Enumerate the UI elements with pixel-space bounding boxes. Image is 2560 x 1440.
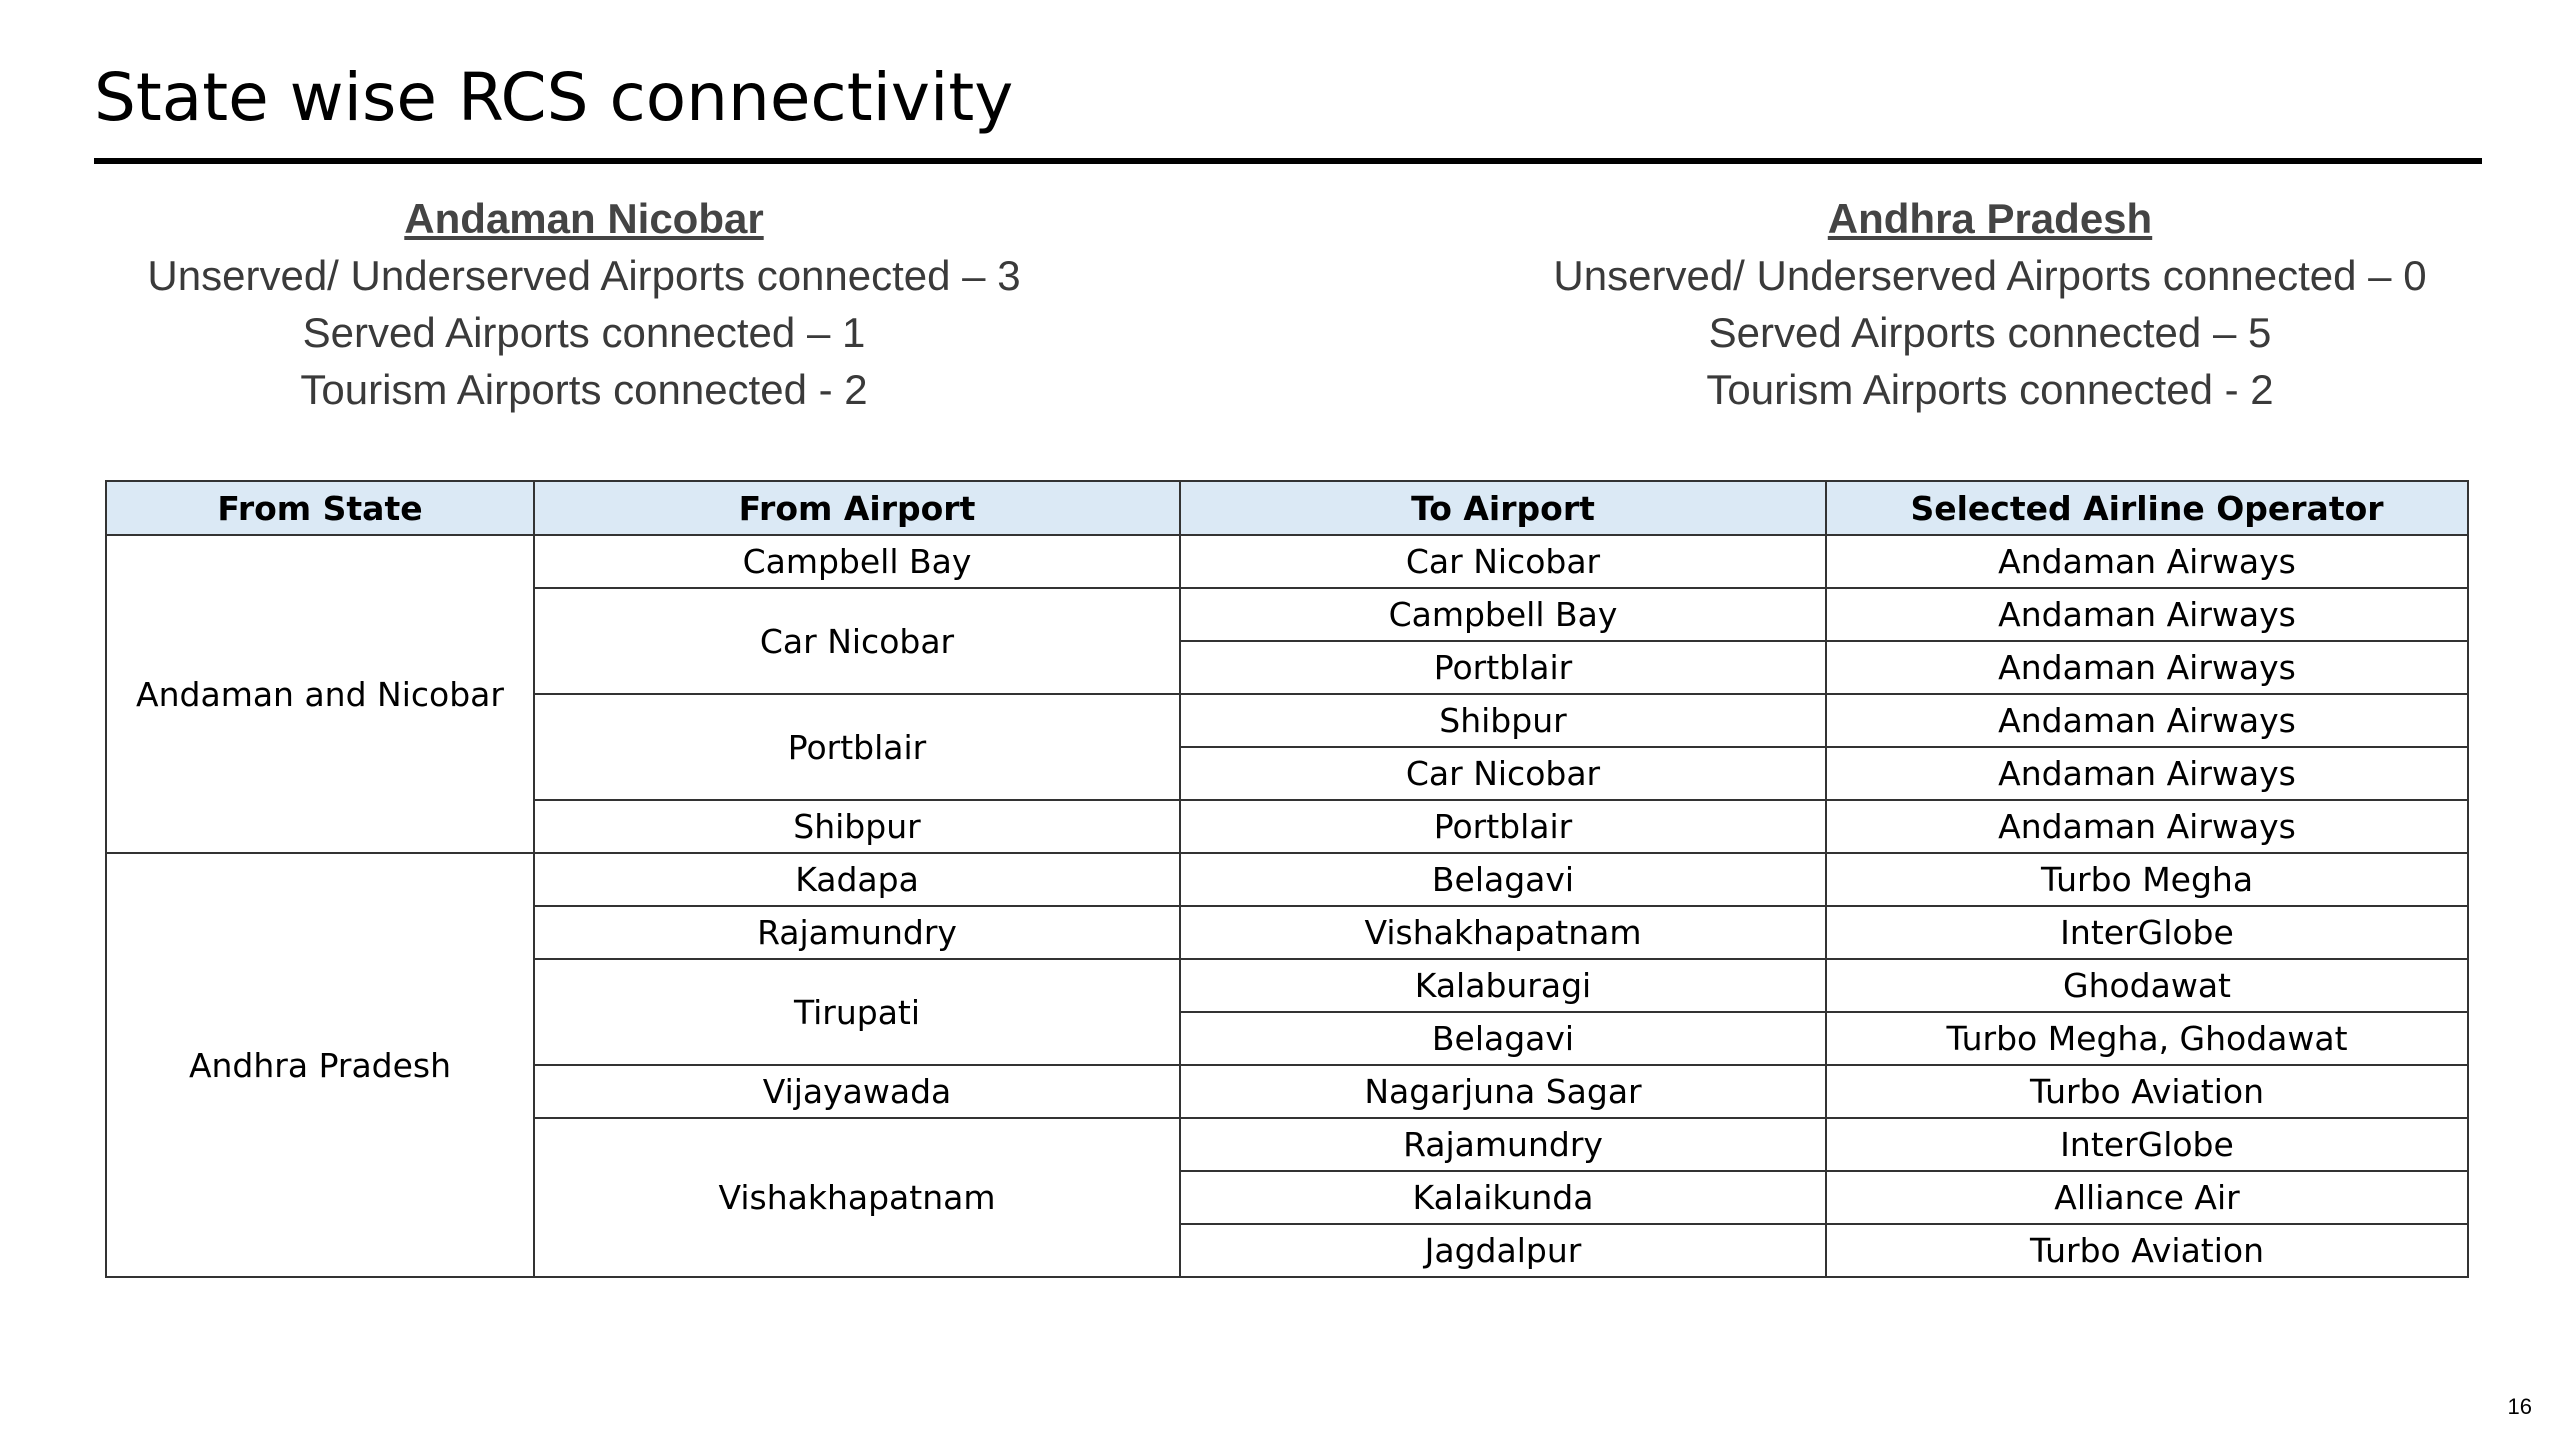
summary-unserved: Unserved/ Underserved Airports connected – 0 bbox=[1553, 252, 2427, 299]
header-airline-operator: Selected Airline Operator bbox=[1826, 481, 2468, 535]
summary-unserved: Unserved/ Underserved Airports connected – 3 bbox=[147, 252, 1021, 299]
table-row bbox=[106, 853, 2468, 906]
from-airport-cell: Portblair bbox=[534, 694, 1180, 800]
operator-cell: Ghodawat bbox=[1826, 959, 2468, 1012]
summary-served: Served Airports connected – 5 bbox=[1708, 309, 2272, 356]
to-airport-cell: Portblair bbox=[1180, 641, 1826, 694]
page-number: 16 bbox=[2507, 1394, 2532, 1419]
operator-cell: Andaman Airways bbox=[1826, 694, 2468, 747]
operator-cell: Turbo Megha, Ghodawat bbox=[1826, 1012, 2468, 1065]
to-airport-cell: Car Nicobar bbox=[1180, 747, 1826, 800]
summary-heading: Andaman Nicobar bbox=[404, 195, 764, 242]
to-airport-cell: Portblair bbox=[1180, 800, 1826, 853]
operator-cell: Andaman Airways bbox=[1826, 641, 2468, 694]
operator-cell: Turbo Aviation bbox=[1826, 1224, 2468, 1277]
from-airport-cell: Vijayawada bbox=[534, 1065, 1180, 1118]
operator-cell: Turbo Aviation bbox=[1826, 1065, 2468, 1118]
table-row bbox=[106, 535, 2468, 588]
to-airport-cell: Belagavi bbox=[1180, 853, 1826, 906]
header-from-airport: From Airport bbox=[534, 481, 1180, 535]
to-airport-cell: Nagarjuna Sagar bbox=[1180, 1065, 1826, 1118]
summary-served: Served Airports connected – 1 bbox=[302, 309, 866, 356]
to-airport-cell: Campbell Bay bbox=[1180, 588, 1826, 641]
to-airport-cell: Shibpur bbox=[1180, 694, 1826, 747]
from-airport-cell: Tirupati bbox=[534, 959, 1180, 1065]
to-airport-cell: Jagdalpur bbox=[1180, 1224, 1826, 1277]
summary-tourism: Tourism Airports connected - 2 bbox=[300, 366, 868, 413]
operator-cell: InterGlobe bbox=[1826, 1118, 2468, 1171]
from-state-cell: Andaman and Nicobar bbox=[106, 535, 534, 853]
from-airport-cell: Campbell Bay bbox=[534, 535, 1180, 588]
summary-tourism: Tourism Airports connected - 2 bbox=[1706, 366, 2274, 413]
operator-cell: InterGlobe bbox=[1826, 906, 2468, 959]
rcs-connectivity-table bbox=[105, 480, 2469, 1278]
operator-cell: Andaman Airways bbox=[1826, 588, 2468, 641]
to-airport-cell: Vishakhapatnam bbox=[1180, 906, 1826, 959]
from-airport-cell: Kadapa bbox=[534, 853, 1180, 906]
operator-cell: Andaman Airways bbox=[1826, 800, 2468, 853]
to-airport-cell: Kalaikunda bbox=[1180, 1171, 1826, 1224]
operator-cell: Andaman Airways bbox=[1826, 747, 2468, 800]
operator-cell: Turbo Megha bbox=[1826, 853, 2468, 906]
title-divider bbox=[94, 158, 2482, 164]
to-airport-cell: Rajamundry bbox=[1180, 1118, 1826, 1171]
from-airport-cell: Vishakhapatnam bbox=[534, 1118, 1180, 1277]
operator-cell: Andaman Airways bbox=[1826, 535, 2468, 588]
to-airport-cell: Belagavi bbox=[1180, 1012, 1826, 1065]
from-airport-cell: Car Nicobar bbox=[534, 588, 1180, 694]
header-to-airport: To Airport bbox=[1180, 481, 1826, 535]
from-airport-cell: Rajamundry bbox=[534, 906, 1180, 959]
slide-title: State wise RCS connectivity bbox=[94, 59, 1014, 136]
operator-cell: Alliance Air bbox=[1826, 1171, 2468, 1224]
to-airport-cell: Car Nicobar bbox=[1180, 535, 1826, 588]
summary-heading: Andhra Pradesh bbox=[1827, 195, 2153, 242]
from-airport-cell: Shibpur bbox=[534, 800, 1180, 853]
header-from-state: From State bbox=[106, 481, 534, 535]
summary-andaman-nicobar bbox=[84, 190, 1084, 418]
summary-andhra-pradesh bbox=[1490, 190, 2490, 418]
table-header-row bbox=[106, 481, 2468, 535]
to-airport-cell: Kalaburagi bbox=[1180, 959, 1826, 1012]
from-state-cell: Andhra Pradesh bbox=[106, 853, 534, 1277]
